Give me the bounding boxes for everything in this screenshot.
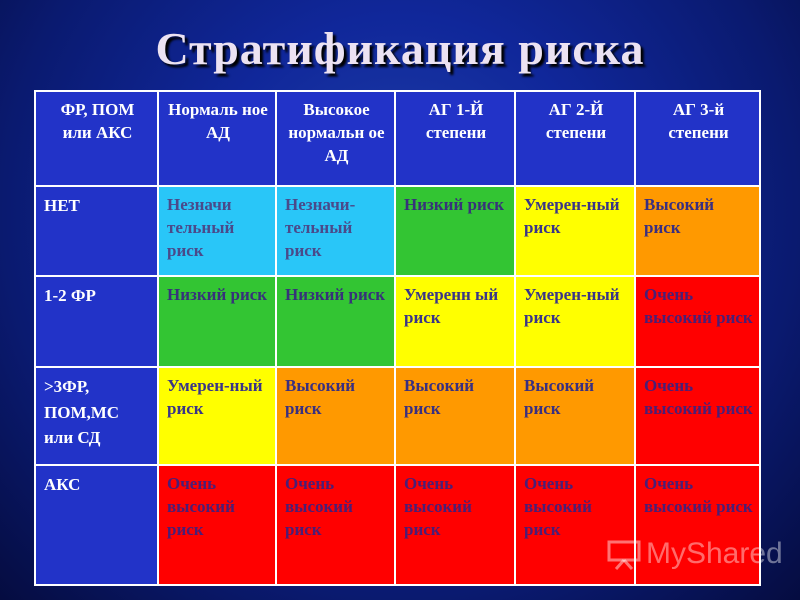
watermark-text: MyShared (646, 537, 783, 570)
row-header-line: или СД (44, 428, 101, 447)
risk-cell: Высокий риск (395, 367, 515, 465)
row-header (35, 465, 158, 585)
risk-cell: Очень высокий риск (635, 367, 760, 465)
table-row (35, 276, 760, 367)
risk-cell: Низкий риск (276, 276, 395, 367)
risk-cell: Умеренн ый риск (395, 276, 515, 367)
risk-cell: Незначи тельный риск (158, 186, 276, 276)
risk-cell: Высокий риск (276, 367, 395, 465)
header-cell: АГ 1-Й степени (395, 91, 515, 186)
row-header (35, 186, 158, 276)
slide-title: Стратификация риска (155, 23, 645, 74)
risk-cell: Умерен-ный риск (515, 276, 635, 367)
row-header-line: >3ФР, (44, 377, 90, 396)
presentation-icon (606, 538, 642, 570)
row-header-line: 1-2 ФР (44, 286, 96, 305)
risk-cell: Очень высокий риск (276, 465, 395, 585)
risk-cell: Очень высокий риск (635, 276, 760, 367)
risk-table (34, 90, 761, 586)
watermark (606, 537, 783, 571)
risk-cell: Высокий риск (515, 367, 635, 465)
risk-cell: Умерен-ный риск (515, 186, 635, 276)
row-header-line: ПОМ,МС (44, 403, 120, 422)
risk-cell: Низкий риск (158, 276, 276, 367)
header-cell: ФР, ПОМ или АКС (35, 91, 158, 186)
header-cell: Высокое нормальн ое АД (276, 91, 395, 186)
row-header (35, 276, 158, 367)
risk-cell: Очень высокий риск (635, 465, 760, 585)
risk-cell: Низкий риск (395, 186, 515, 276)
table-row (35, 186, 760, 276)
row-header (35, 367, 158, 465)
row-header-line: АКС (44, 475, 81, 494)
header-cell: Нормаль ное АД (158, 91, 276, 186)
risk-cell: Очень высокий риск (515, 465, 635, 585)
risk-cell: Умерен-ный риск (158, 367, 276, 465)
header-cell: АГ 3-й степени (635, 91, 760, 186)
row-header-line: НЕТ (44, 196, 80, 215)
header-cell: АГ 2-Й степени (515, 91, 635, 186)
risk-cell: Очень высокий риск (158, 465, 276, 585)
risk-cell: Высокий риск (635, 186, 760, 276)
risk-cell: Незначи-тельный риск (276, 186, 395, 276)
table-row (35, 367, 760, 465)
table-header-row (35, 91, 760, 186)
risk-cell: Очень высокий риск (395, 465, 515, 585)
